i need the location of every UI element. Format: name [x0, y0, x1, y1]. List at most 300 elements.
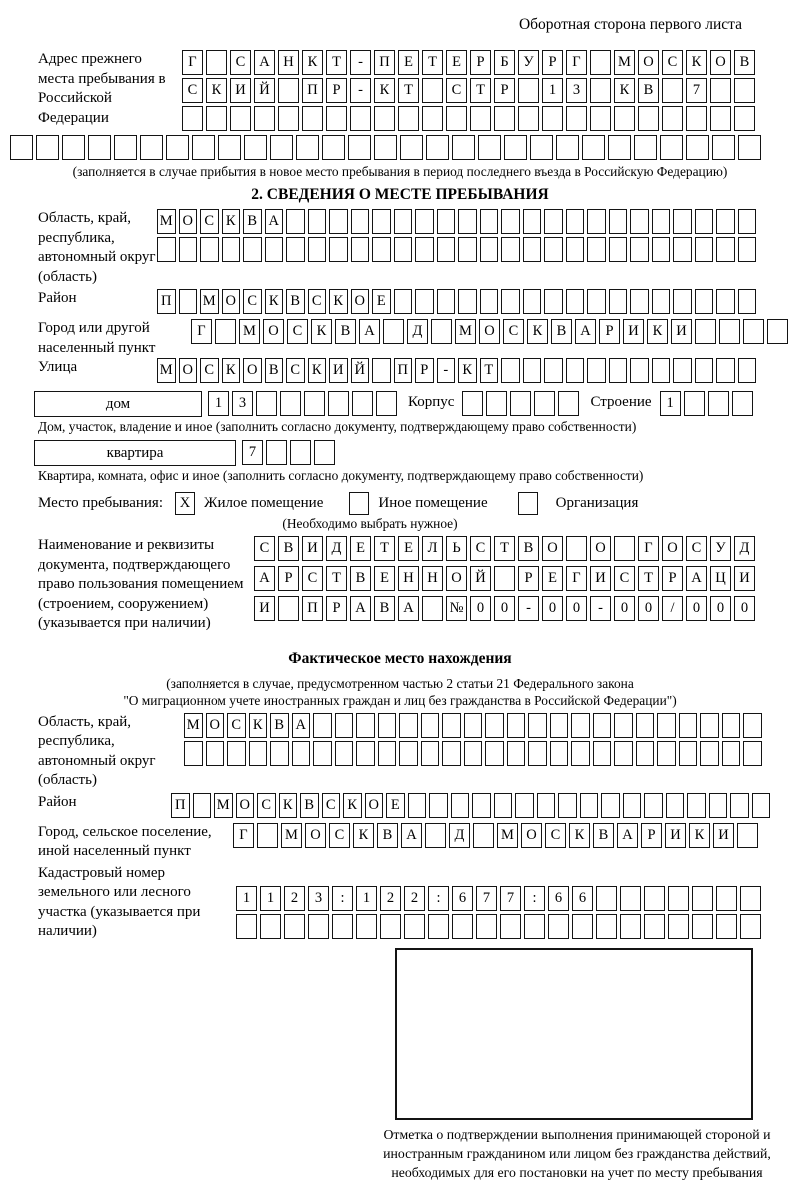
- char-box[interactable]: [695, 289, 714, 314]
- char-box[interactable]: [686, 135, 709, 160]
- char-box[interactable]: М: [184, 713, 203, 738]
- char-box[interactable]: Д: [407, 319, 428, 344]
- char-box[interactable]: [278, 596, 299, 621]
- char-box[interactable]: Т: [398, 78, 419, 103]
- char-box[interactable]: [730, 793, 749, 818]
- char-box[interactable]: [652, 237, 671, 262]
- char-box[interactable]: [290, 440, 311, 465]
- char-box[interactable]: [614, 741, 633, 766]
- char-box[interactable]: Г: [638, 536, 659, 561]
- char-box[interactable]: [638, 106, 659, 131]
- char-box[interactable]: М: [200, 289, 219, 314]
- char-box[interactable]: О: [236, 793, 255, 818]
- char-box[interactable]: [523, 289, 542, 314]
- char-box[interactable]: [673, 237, 692, 262]
- char-box[interactable]: [501, 209, 520, 234]
- char-box[interactable]: [179, 289, 198, 314]
- char-box[interactable]: Б: [494, 50, 515, 75]
- char-box[interactable]: [620, 886, 641, 911]
- char-box[interactable]: [609, 358, 628, 383]
- char-box[interactable]: О: [710, 50, 731, 75]
- char-box[interactable]: П: [302, 78, 323, 103]
- char-box[interactable]: В: [286, 289, 305, 314]
- char-box[interactable]: С: [302, 566, 323, 591]
- char-box[interactable]: [556, 135, 579, 160]
- char-box[interactable]: К: [689, 823, 710, 848]
- char-box[interactable]: Т: [494, 536, 515, 561]
- char-box[interactable]: [566, 209, 585, 234]
- char-box[interactable]: В: [377, 823, 398, 848]
- char-box[interactable]: П: [171, 793, 190, 818]
- char-box[interactable]: [708, 391, 729, 416]
- char-box[interactable]: [673, 289, 692, 314]
- char-box[interactable]: [582, 135, 605, 160]
- char-box[interactable]: [308, 914, 329, 939]
- char-box[interactable]: [458, 209, 477, 234]
- char-box[interactable]: 3: [566, 78, 587, 103]
- char-box[interactable]: А: [265, 209, 284, 234]
- char-box[interactable]: [437, 209, 456, 234]
- char-box[interactable]: О: [179, 358, 198, 383]
- char-box[interactable]: Р: [599, 319, 620, 344]
- char-box[interactable]: [351, 209, 370, 234]
- char-box[interactable]: [404, 914, 425, 939]
- char-box[interactable]: 1: [542, 78, 563, 103]
- char-box[interactable]: 1: [260, 886, 281, 911]
- char-box[interactable]: -: [590, 596, 611, 621]
- char-box[interactable]: [666, 793, 685, 818]
- char-box[interactable]: О: [243, 358, 262, 383]
- char-box[interactable]: [515, 793, 534, 818]
- char-box[interactable]: [593, 741, 612, 766]
- char-box[interactable]: [480, 209, 499, 234]
- char-box[interactable]: О: [446, 566, 467, 591]
- char-box[interactable]: О: [662, 536, 683, 561]
- char-box[interactable]: [722, 713, 741, 738]
- char-box[interactable]: [501, 358, 520, 383]
- char-box[interactable]: К: [614, 78, 635, 103]
- char-box[interactable]: /: [662, 596, 683, 621]
- char-box[interactable]: [507, 713, 526, 738]
- char-box[interactable]: [523, 237, 542, 262]
- char-box[interactable]: 0: [566, 596, 587, 621]
- char-box[interactable]: [571, 713, 590, 738]
- char-box[interactable]: С: [662, 50, 683, 75]
- char-box[interactable]: М: [281, 823, 302, 848]
- char-box[interactable]: -: [350, 50, 371, 75]
- char-box[interactable]: И: [329, 358, 348, 383]
- char-box[interactable]: О: [542, 536, 563, 561]
- char-box[interactable]: К: [353, 823, 374, 848]
- char-box[interactable]: П: [374, 50, 395, 75]
- char-box[interactable]: Т: [638, 566, 659, 591]
- char-box[interactable]: [415, 237, 434, 262]
- char-box[interactable]: [485, 713, 504, 738]
- char-box[interactable]: Г: [182, 50, 203, 75]
- char-box[interactable]: [254, 106, 275, 131]
- char-box[interactable]: [494, 106, 515, 131]
- char-box[interactable]: Н: [422, 566, 443, 591]
- char-box[interactable]: [184, 741, 203, 766]
- char-box[interactable]: [518, 78, 539, 103]
- char-box[interactable]: П: [302, 596, 323, 621]
- char-box[interactable]: [614, 536, 635, 561]
- char-box[interactable]: [394, 289, 413, 314]
- char-box[interactable]: А: [292, 713, 311, 738]
- char-box[interactable]: А: [254, 566, 275, 591]
- char-box[interactable]: [544, 358, 563, 383]
- char-box[interactable]: А: [575, 319, 596, 344]
- char-box[interactable]: [634, 135, 657, 160]
- char-box[interactable]: [458, 237, 477, 262]
- char-box[interactable]: [452, 914, 473, 939]
- char-box[interactable]: [372, 358, 391, 383]
- char-box[interactable]: В: [335, 319, 356, 344]
- char-box[interactable]: Р: [494, 78, 515, 103]
- char-box[interactable]: 6: [572, 886, 593, 911]
- char-box[interactable]: [566, 358, 585, 383]
- char-box[interactable]: [738, 289, 757, 314]
- char-box[interactable]: [383, 319, 404, 344]
- char-box[interactable]: [620, 914, 641, 939]
- char-box[interactable]: [348, 135, 371, 160]
- char-box[interactable]: [372, 237, 391, 262]
- char-box[interactable]: В: [518, 536, 539, 561]
- char-box[interactable]: И: [671, 319, 692, 344]
- char-box[interactable]: [636, 741, 655, 766]
- char-box[interactable]: [335, 713, 354, 738]
- char-box[interactable]: [550, 713, 569, 738]
- char-box[interactable]: 0: [638, 596, 659, 621]
- char-box[interactable]: [280, 391, 301, 416]
- char-box[interactable]: [227, 741, 246, 766]
- char-box[interactable]: О: [179, 209, 198, 234]
- char-box[interactable]: И: [302, 536, 323, 561]
- char-box[interactable]: В: [551, 319, 572, 344]
- char-box[interactable]: [630, 237, 649, 262]
- char-box[interactable]: [716, 237, 735, 262]
- char-box[interactable]: [596, 914, 617, 939]
- char-box[interactable]: Р: [542, 50, 563, 75]
- char-box[interactable]: [722, 741, 741, 766]
- char-box[interactable]: [558, 391, 579, 416]
- char-box[interactable]: Р: [326, 596, 347, 621]
- char-box[interactable]: А: [617, 823, 638, 848]
- char-box[interactable]: С: [470, 536, 491, 561]
- char-box[interactable]: [601, 793, 620, 818]
- char-box[interactable]: В: [350, 566, 371, 591]
- char-box[interactable]: [335, 741, 354, 766]
- char-box[interactable]: [587, 237, 606, 262]
- char-box[interactable]: [270, 135, 293, 160]
- char-box[interactable]: :: [332, 886, 353, 911]
- char-box[interactable]: [652, 209, 671, 234]
- char-box[interactable]: И: [734, 566, 755, 591]
- char-box[interactable]: [257, 823, 278, 848]
- char-box[interactable]: Г: [566, 50, 587, 75]
- char-box[interactable]: [206, 741, 225, 766]
- char-box[interactable]: [644, 914, 665, 939]
- char-box[interactable]: 7: [500, 886, 521, 911]
- char-box[interactable]: [351, 237, 370, 262]
- char-box[interactable]: С: [257, 793, 276, 818]
- char-box[interactable]: П: [157, 289, 176, 314]
- char-box[interactable]: [452, 135, 475, 160]
- char-box[interactable]: [428, 914, 449, 939]
- char-box[interactable]: [372, 209, 391, 234]
- char-box[interactable]: [464, 713, 483, 738]
- char-box[interactable]: Е: [374, 566, 395, 591]
- char-box[interactable]: -: [350, 78, 371, 103]
- char-box[interactable]: Г: [233, 823, 254, 848]
- char-box[interactable]: [614, 106, 635, 131]
- char-box[interactable]: С: [182, 78, 203, 103]
- char-box[interactable]: [738, 358, 757, 383]
- char-box[interactable]: [686, 106, 707, 131]
- char-box[interactable]: [166, 135, 189, 160]
- char-box[interactable]: [236, 914, 257, 939]
- char-box[interactable]: [329, 237, 348, 262]
- char-box[interactable]: [265, 237, 284, 262]
- char-box[interactable]: К: [647, 319, 668, 344]
- char-box[interactable]: №: [446, 596, 467, 621]
- char-box[interactable]: Е: [542, 566, 563, 591]
- char-box[interactable]: [350, 106, 371, 131]
- char-box[interactable]: [243, 237, 262, 262]
- char-box[interactable]: [425, 823, 446, 848]
- char-box[interactable]: [374, 106, 395, 131]
- char-box[interactable]: [673, 358, 692, 383]
- char-box[interactable]: [462, 391, 483, 416]
- char-box[interactable]: [332, 914, 353, 939]
- char-box[interactable]: В: [734, 50, 755, 75]
- char-box[interactable]: О: [206, 713, 225, 738]
- char-box[interactable]: [673, 209, 692, 234]
- char-box[interactable]: М: [497, 823, 518, 848]
- char-box[interactable]: С: [308, 289, 327, 314]
- char-box[interactable]: [500, 914, 521, 939]
- char-box[interactable]: С: [329, 823, 350, 848]
- char-box[interactable]: Д: [734, 536, 755, 561]
- char-box[interactable]: [534, 391, 555, 416]
- char-box[interactable]: [270, 741, 289, 766]
- char-box[interactable]: Д: [326, 536, 347, 561]
- char-box[interactable]: [422, 596, 443, 621]
- char-box[interactable]: К: [265, 289, 284, 314]
- char-box[interactable]: 0: [542, 596, 563, 621]
- char-box[interactable]: [476, 914, 497, 939]
- char-box[interactable]: [657, 741, 676, 766]
- char-box[interactable]: [302, 106, 323, 131]
- char-box[interactable]: К: [222, 358, 241, 383]
- char-box[interactable]: [740, 886, 761, 911]
- char-box[interactable]: [394, 209, 413, 234]
- char-box[interactable]: [399, 713, 418, 738]
- char-box[interactable]: [587, 209, 606, 234]
- char-box[interactable]: О: [222, 289, 241, 314]
- char-box[interactable]: 1: [236, 886, 257, 911]
- char-box[interactable]: [572, 914, 593, 939]
- char-box[interactable]: 3: [232, 391, 253, 416]
- char-box[interactable]: [426, 135, 449, 160]
- char-box[interactable]: [695, 319, 716, 344]
- char-box[interactable]: М: [239, 319, 260, 344]
- char-box[interactable]: [394, 237, 413, 262]
- char-box[interactable]: [486, 391, 507, 416]
- char-box[interactable]: [767, 319, 788, 344]
- char-box[interactable]: М: [455, 319, 476, 344]
- char-box[interactable]: В: [300, 793, 319, 818]
- char-box[interactable]: 0: [686, 596, 707, 621]
- char-box[interactable]: [609, 237, 628, 262]
- char-box[interactable]: К: [343, 793, 362, 818]
- char-box[interactable]: [510, 391, 531, 416]
- char-box[interactable]: С: [686, 536, 707, 561]
- char-box[interactable]: [485, 741, 504, 766]
- char-box[interactable]: Р: [470, 50, 491, 75]
- char-box[interactable]: [480, 237, 499, 262]
- char-box[interactable]: [609, 289, 628, 314]
- char-box[interactable]: [286, 209, 305, 234]
- char-box[interactable]: [244, 135, 267, 160]
- char-box[interactable]: С: [287, 319, 308, 344]
- char-box[interactable]: [494, 793, 513, 818]
- char-box[interactable]: [518, 106, 539, 131]
- char-box[interactable]: Т: [374, 536, 395, 561]
- char-box[interactable]: Е: [398, 50, 419, 75]
- char-box[interactable]: Е: [446, 50, 467, 75]
- char-box[interactable]: [304, 391, 325, 416]
- char-box[interactable]: К: [308, 358, 327, 383]
- char-box[interactable]: 0: [614, 596, 635, 621]
- char-box[interactable]: Т: [326, 50, 347, 75]
- char-box[interactable]: С: [227, 713, 246, 738]
- char-box[interactable]: [652, 358, 671, 383]
- char-box[interactable]: [571, 741, 590, 766]
- char-box[interactable]: [662, 78, 683, 103]
- char-box[interactable]: [566, 237, 585, 262]
- char-box[interactable]: [442, 741, 461, 766]
- char-box[interactable]: С: [614, 566, 635, 591]
- char-box[interactable]: [692, 914, 713, 939]
- char-box[interactable]: 6: [548, 886, 569, 911]
- char-box[interactable]: И: [623, 319, 644, 344]
- char-box[interactable]: [329, 209, 348, 234]
- char-box[interactable]: [700, 741, 719, 766]
- char-box[interactable]: [542, 106, 563, 131]
- char-box[interactable]: 1: [208, 391, 229, 416]
- char-box[interactable]: 2: [404, 886, 425, 911]
- char-box[interactable]: Е: [398, 536, 419, 561]
- char-box[interactable]: Г: [191, 319, 212, 344]
- char-box[interactable]: [266, 440, 287, 465]
- char-box[interactable]: О: [638, 50, 659, 75]
- char-box[interactable]: [314, 440, 335, 465]
- char-box[interactable]: [356, 741, 375, 766]
- char-box[interactable]: [716, 289, 735, 314]
- char-box[interactable]: 1: [356, 886, 377, 911]
- char-box[interactable]: [376, 391, 397, 416]
- char-box[interactable]: [458, 289, 477, 314]
- char-box[interactable]: :: [428, 886, 449, 911]
- char-box[interactable]: С: [243, 289, 262, 314]
- char-box[interactable]: [501, 289, 520, 314]
- char-box[interactable]: [421, 741, 440, 766]
- char-box[interactable]: [652, 289, 671, 314]
- char-box[interactable]: [590, 50, 611, 75]
- char-box[interactable]: К: [311, 319, 332, 344]
- char-box[interactable]: [507, 741, 526, 766]
- char-box[interactable]: К: [458, 358, 477, 383]
- char-box[interactable]: [206, 50, 227, 75]
- char-box[interactable]: [566, 536, 587, 561]
- char-box[interactable]: Е: [372, 289, 391, 314]
- char-box[interactable]: [431, 319, 452, 344]
- char-box[interactable]: В: [265, 358, 284, 383]
- char-box[interactable]: О: [263, 319, 284, 344]
- char-box[interactable]: [286, 237, 305, 262]
- char-box[interactable]: :: [524, 886, 545, 911]
- char-box[interactable]: С: [230, 50, 251, 75]
- char-box[interactable]: С: [254, 536, 275, 561]
- char-box[interactable]: [740, 914, 761, 939]
- char-box[interactable]: У: [518, 50, 539, 75]
- char-box[interactable]: [157, 237, 176, 262]
- char-box[interactable]: [743, 741, 762, 766]
- char-box[interactable]: [528, 713, 547, 738]
- char-box[interactable]: [494, 566, 515, 591]
- char-box[interactable]: [292, 741, 311, 766]
- char-box[interactable]: А: [254, 50, 275, 75]
- char-box[interactable]: Р: [662, 566, 683, 591]
- char-box[interactable]: К: [302, 50, 323, 75]
- char-box[interactable]: М: [157, 358, 176, 383]
- char-box[interactable]: -: [437, 358, 456, 383]
- char-box[interactable]: [528, 741, 547, 766]
- char-box[interactable]: [566, 106, 587, 131]
- char-box[interactable]: [523, 358, 542, 383]
- char-box[interactable]: [734, 106, 755, 131]
- checkbox-other-premises[interactable]: [349, 492, 369, 515]
- char-box[interactable]: [596, 886, 617, 911]
- char-box[interactable]: 2: [284, 886, 305, 911]
- char-box[interactable]: [580, 793, 599, 818]
- char-box[interactable]: Д: [449, 823, 470, 848]
- char-box[interactable]: [140, 135, 163, 160]
- char-box[interactable]: Н: [278, 50, 299, 75]
- char-box[interactable]: [308, 209, 327, 234]
- char-box[interactable]: [668, 886, 689, 911]
- char-box[interactable]: [374, 135, 397, 160]
- char-box[interactable]: [743, 713, 762, 738]
- char-box[interactable]: [326, 106, 347, 131]
- char-box[interactable]: 6: [452, 886, 473, 911]
- char-box[interactable]: К: [329, 289, 348, 314]
- char-box[interactable]: [415, 209, 434, 234]
- char-box[interactable]: А: [398, 596, 419, 621]
- char-box[interactable]: [732, 391, 753, 416]
- char-box[interactable]: [695, 237, 714, 262]
- char-box[interactable]: Т: [326, 566, 347, 591]
- char-box[interactable]: [478, 135, 501, 160]
- char-box[interactable]: С: [200, 358, 219, 383]
- char-box[interactable]: [587, 289, 606, 314]
- char-box[interactable]: [537, 793, 556, 818]
- char-box[interactable]: [716, 358, 735, 383]
- char-box[interactable]: [614, 713, 633, 738]
- char-box[interactable]: [473, 823, 494, 848]
- char-box[interactable]: [523, 209, 542, 234]
